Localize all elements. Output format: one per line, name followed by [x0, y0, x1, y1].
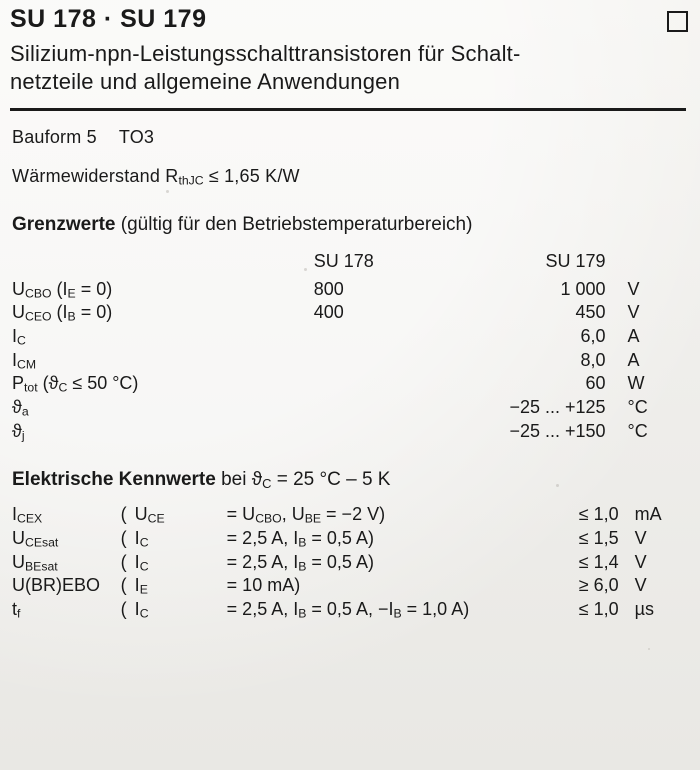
table-row — [12, 396, 688, 420]
limits-unit: V — [627, 278, 640, 299]
limits-symbol: P — [12, 373, 25, 394]
limits-cond: (I — [51, 302, 68, 323]
char-symbol: U — [12, 551, 25, 572]
char-symbol: I — [12, 504, 18, 525]
limits-symbol: U — [12, 302, 25, 323]
limits-symbol-sub: C — [17, 333, 26, 348]
char-value: ≤ 1,0 — [578, 504, 619, 525]
char-value: ≥ 6,0 — [578, 575, 619, 596]
table-row — [12, 301, 688, 325]
limits-symbol: I — [12, 349, 18, 370]
limits-col-su178: SU 178 — [313, 250, 374, 271]
limits-value-shared: −25 ... +150 — [509, 420, 606, 441]
scan-speck — [556, 484, 559, 487]
limits-unit: A — [627, 325, 640, 346]
limits-unit: °C — [627, 396, 648, 417]
limits-value-shared: −25 ... +125 — [509, 396, 606, 417]
char-symbol: U(BR)EBO — [12, 575, 101, 596]
thermal-resistance-label: Wärmewiderstand R — [12, 165, 179, 186]
subtitle-line-2: netzteile und allgemeine Anwendungen — [10, 68, 401, 94]
char-unit: mA — [634, 504, 662, 525]
characteristics-heading-rest: bei ϑ — [221, 469, 263, 491]
limits-cond-sub: B — [67, 309, 76, 324]
characteristics-heading-bold: Elektrische Kennwerte — [12, 469, 216, 491]
table-row — [12, 372, 688, 396]
limits-cond: (I — [51, 278, 68, 299]
table-row — [12, 349, 688, 373]
characteristics-heading — [12, 469, 692, 491]
table-row — [12, 527, 688, 551]
char-value: ≤ 1,0 — [578, 599, 619, 620]
limits-value-su178: 400 — [313, 302, 344, 323]
header-row — [8, 6, 692, 34]
table-row — [12, 551, 688, 575]
limits-heading — [12, 214, 692, 236]
page-subtitle — [10, 40, 680, 96]
char-condition: ( $I_C = 2,5$ A, $I_B = 0,5$ A, $-I_B = 1,0$ A) — [120, 599, 470, 621]
table-row — [12, 503, 688, 527]
table-row — [12, 598, 688, 622]
scan-speck — [648, 648, 650, 650]
package-label: Bauform 5 — [12, 126, 97, 147]
char-symbol: t — [12, 599, 18, 620]
char-unit: V — [634, 575, 647, 596]
limits-symbol-sub: a — [21, 404, 29, 419]
char-condition: ( $I_C = 2,5$ A, $I_B = 0,5$ A) — [120, 528, 374, 550]
subtitle-line-1: Silizium-npn-Leistungsschalttransistoren für Schalt- — [10, 40, 521, 66]
limits-value-shared: 6,0 — [580, 325, 606, 346]
limits-value-shared: 60 — [585, 373, 606, 394]
table-row — [12, 325, 688, 349]
page-title: SU 178 · SU 179 — [10, 5, 207, 33]
limits-symbol-sub: CBO — [25, 286, 52, 301]
limits-cond-sub: C — [58, 380, 68, 395]
thermal-resistance-row — [12, 166, 692, 188]
limits-symbol: I — [12, 325, 18, 346]
limits-value-su179: 450 — [575, 302, 606, 323]
char-condition: ( $I_C = 2,5$ A, $I_B = 0,5$ A) — [120, 551, 374, 574]
table-row — [12, 420, 688, 444]
limits-symbol-sub: j — [21, 428, 25, 443]
thermal-resistance-subscript: thJC — [178, 173, 204, 188]
package-row — [12, 127, 692, 148]
char-symbol-sub: f — [17, 606, 21, 621]
limits-heading-bold: Grenzwerte — [12, 213, 116, 235]
limits-unit: V — [627, 302, 640, 323]
limits-value-su178: 800 — [313, 278, 344, 299]
limits-unit: °C — [627, 420, 648, 441]
limits-symbol: U — [12, 278, 25, 299]
char-condition: ( $I_E = 10$ mA) — [120, 575, 301, 598]
char-unit: V — [634, 528, 647, 548]
square-outline-icon — [667, 11, 688, 32]
limits-cond-sub: E — [67, 286, 76, 301]
header-divider — [10, 108, 686, 111]
char-unit: V — [634, 551, 647, 572]
limits-symbol-sub: CEO — [25, 309, 52, 324]
characteristics-table — [12, 503, 688, 621]
table-row — [12, 278, 688, 302]
characteristics-heading-sub: C — [262, 476, 272, 492]
scan-speck — [166, 190, 169, 193]
limits-unit: A — [627, 349, 640, 370]
char-condition: ( $U_{CE} = U_{CBO}$, $U_{BE} = -2$ V) — [120, 504, 386, 526]
limits-col-su179: SU 179 — [545, 250, 606, 271]
char-symbol-sub: CEX — [17, 512, 43, 526]
char-value: ≤ 1,4 — [578, 551, 619, 572]
limits-symbol: ϑ — [12, 420, 22, 441]
package-value: TO3 — [118, 126, 155, 147]
limits-unit: W — [627, 373, 645, 394]
limits-table — [12, 250, 688, 444]
char-value: ≤ 1,5 — [578, 528, 619, 548]
limits-symbol-sub: tot — [24, 380, 38, 395]
char-symbol: U — [12, 528, 25, 548]
limits-cond-end: = 0) — [75, 278, 113, 299]
limits-cond-end: = 0) — [75, 302, 113, 323]
thermal-resistance-value: ≤ 1,65 K/W — [208, 165, 300, 186]
characteristics-heading-tail: = 25 °C – 5 K — [271, 469, 391, 491]
scan-speck — [304, 268, 307, 271]
limits-symbol-sub: CM — [17, 357, 37, 372]
limits-value-su179: 1 000 — [560, 278, 606, 299]
limits-heading-rest: (gültig für den Betriebstemperaturbereich) — [120, 213, 473, 235]
char-unit: µs — [634, 599, 655, 620]
limits-table-header — [12, 250, 688, 278]
limits-value-shared: 8,0 — [580, 349, 606, 370]
limits-cond: (ϑ — [37, 373, 59, 394]
table-row — [12, 574, 688, 598]
char-symbol-sub: BEsat — [25, 559, 58, 574]
limits-cond-end: ≤ 50 °C) — [67, 373, 139, 394]
limits-symbol: ϑ — [12, 396, 22, 417]
char-symbol-sub: CEsat — [25, 535, 59, 550]
